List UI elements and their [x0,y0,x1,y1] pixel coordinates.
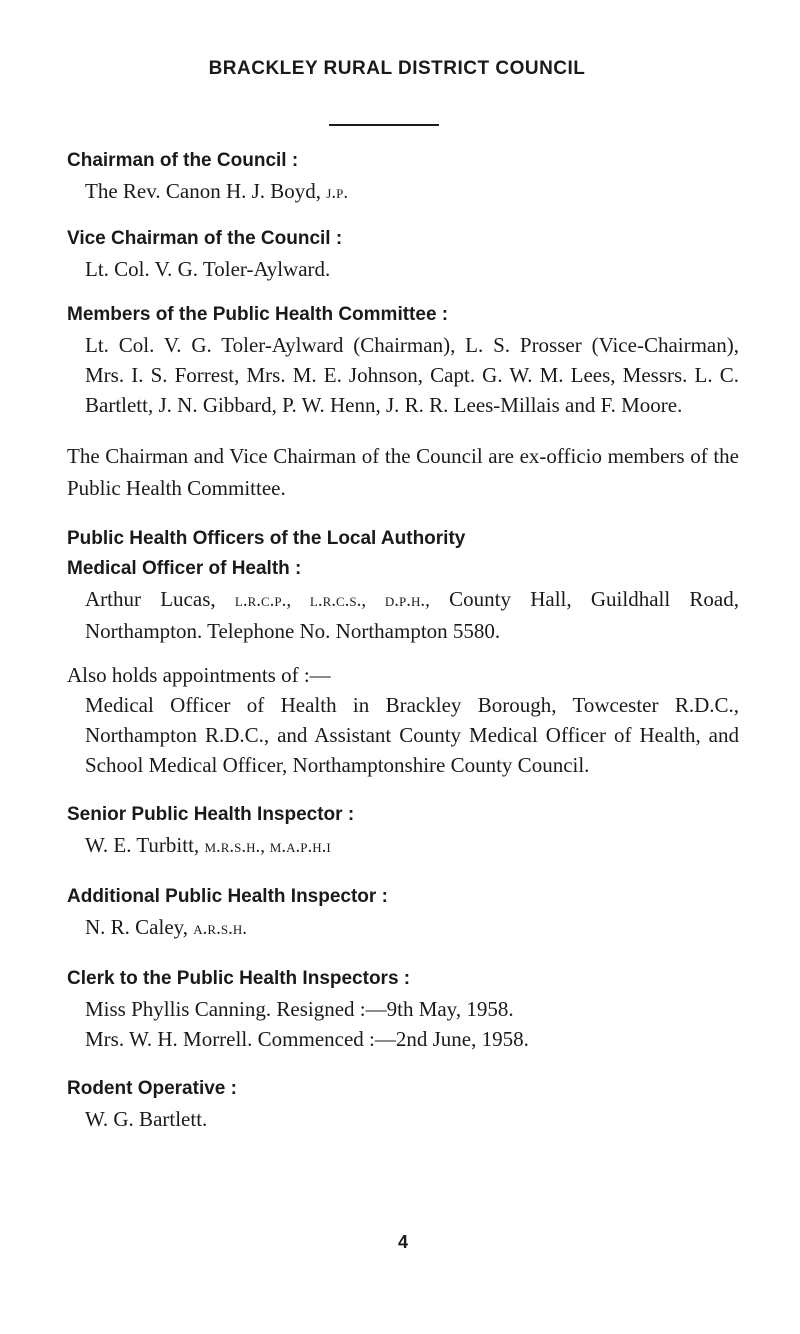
page-title: BRACKLEY RURAL DISTRICT COUNCIL [208,58,586,79]
page-number: 4 [397,1232,408,1252]
senior-inspector-line [67,830,739,862]
rodent-name: W. G. Bartlett. [85,1107,208,1131]
content [67,146,739,1134]
clerk-heading: Clerk to the Public Health Inspectors : [67,968,411,989]
additional-inspector-name: N. R. Caley, [85,915,189,939]
senior-inspector-quals: m.r.s.h., m.a.p.h.i [204,836,331,857]
chairman-suffix: j.p. [326,182,349,203]
senior-inspector-heading: Senior Public Health Inspector : [67,804,355,825]
chairman-heading: Chairman of the Council : [67,150,299,171]
moh-address: County Hall, Guildhall Road, Northampton. Telephone No. Northampton 5580. [85,587,740,643]
moh-quals: l.r.c.p., l.r.c.s., d.p.h., [234,590,430,611]
vice-chairman-name: Lt. Col. V. G. Toler-Aylward. [85,257,331,281]
also-text: Medical Officer of Health in Brackley Borough, Towcester R.D.C., Northampton R.D.C., and Assistant County Medical Officer of Health, and School Medical Officer, Northamptonshire County Council. [85,693,739,777]
chairman-line [67,176,739,208]
officers-heading: Public Health Officers of the Local Authority [67,528,466,549]
ex-officio-note: The Chairman and Vice Chairman of the Council are ex-officio members of the Public Health Committee. [67,444,739,500]
moh-heading: Medical Officer of Health : [67,558,302,579]
also-heading: Also holds appointments of :— [67,663,331,687]
moh-details [67,584,739,646]
additional-inspector-heading: Additional Public Health Inspector : [67,886,388,907]
committee-members: Lt. Col. V. G. Toler-Aylward (Chairman), L. S. Prosser (Vice-Chairman), Mrs. I. S. Forrest, Mrs. M. E. Johnson, Capt. G. W. M. Lees, Messrs. L. C. Bartlett, J. N. Gibbard, P. W. Henn, J. R. R. Lees-Millais and F. Moore. [85,333,739,417]
clerk-line-2: Mrs. W. H. Morrell. Commenced :—2nd June, 1958. [85,1027,529,1051]
title-rule [329,124,439,126]
additional-inspector-quals: a.r.s.h. [193,918,247,939]
additional-inspector-line [67,912,739,944]
clerk-line-1: Miss Phyllis Canning. Resigned :—9th May, 1958. [85,997,514,1021]
rodent-heading: Rodent Operative : [67,1078,237,1099]
vice-chairman-heading: Vice Chairman of the Council : [67,228,343,249]
committee-heading: Members of the Public Health Committee : [67,304,449,325]
senior-inspector-name: W. E. Turbitt, [85,833,200,857]
moh-name: Arthur Lucas, [85,587,216,611]
chairman-name: The Rev. Canon H. J. Boyd, [85,179,322,203]
